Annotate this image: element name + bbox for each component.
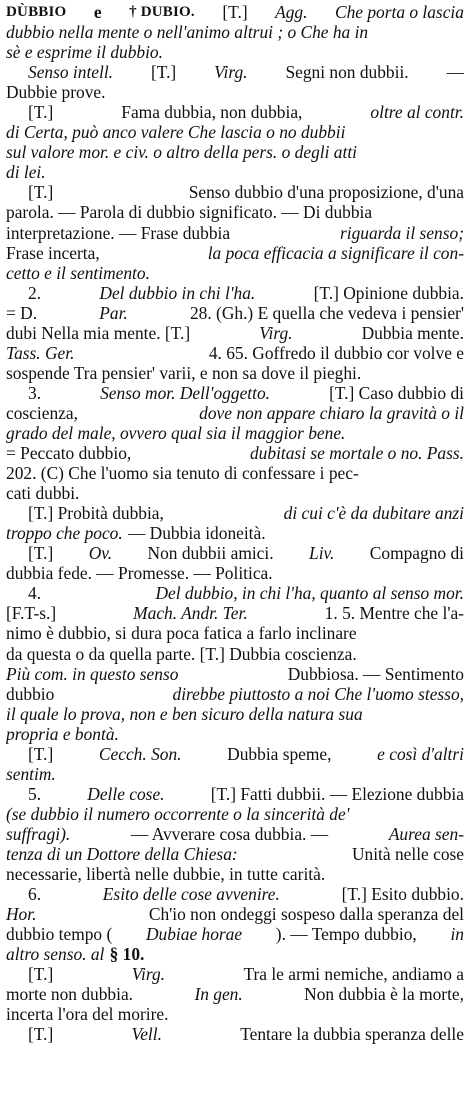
text-run: Frase incerta,: [6, 242, 100, 263]
text-run: Che porta o lascia: [334, 2, 464, 22]
text-run: Ch'io non ondeggi sospeso dalla speranza del: [148, 904, 464, 925]
text-run: [T.] Caso dubbio di: [329, 382, 464, 403]
text-line: [6, 984, 464, 1004]
text-run: [T.]: [28, 743, 54, 764]
text-run: Più com. in questo senso: [6, 663, 179, 684]
text-run: 2.: [28, 282, 42, 303]
text-run: e così d'altri: [377, 743, 464, 764]
text-line: [6, 503, 464, 523]
text-run: Del dubbio, in chi l'ha, quanto al senso mor.: [155, 583, 464, 604]
text-line: [6, 483, 464, 503]
text-line: [6, 1004, 464, 1024]
text-run: In gen.: [194, 984, 243, 1005]
text-line: [6, 82, 464, 102]
text-line: [6, 1024, 464, 1044]
text-run: [T.] Opinione dubbia.: [313, 282, 464, 303]
text-run: [T.]: [28, 1024, 54, 1045]
text-run: 5.: [28, 783, 42, 804]
text-line: [6, 223, 464, 243]
text-line: [6, 563, 464, 583]
text-run: 6.: [28, 884, 42, 905]
text-run: Liv.: [309, 543, 335, 564]
text-run: Agg.: [275, 2, 308, 22]
text-run: † DUBIO.: [129, 4, 195, 20]
text-line: [6, 283, 464, 303]
text-run: [T.] Fatti dubbii. — Elezione dubbia: [210, 783, 464, 804]
text-run: grado del male, ovvero qual sia il maggior bene.: [6, 422, 346, 443]
text-line: [6, 864, 464, 884]
text-run: 28. (Gh.) E quella che vedeva i pensier': [189, 302, 464, 323]
text-run: oltre al contr.: [370, 102, 464, 123]
text-run: dove non appare chiaro la gravità o il: [199, 402, 464, 423]
text-run: [F.T-s.]: [6, 603, 57, 624]
text-run: Dubbiosa. — Sentimento: [287, 663, 464, 684]
text-line: [6, 784, 464, 804]
text-run: troppo che poco.: [6, 523, 123, 544]
text-run: Unità nelle cose: [351, 843, 464, 864]
text-run: da questa o da quella parte. [T.] Dubbia coscienza.: [6, 643, 357, 664]
text-run: [T.]: [28, 543, 54, 564]
text-run: Virg.: [259, 322, 293, 343]
text-line: [6, 664, 464, 684]
text-line: [6, 623, 464, 643]
text-line: [6, 824, 464, 844]
text-line: [6, 122, 464, 142]
text-line: [6, 363, 464, 383]
text-run: Vell.: [131, 1024, 162, 1045]
text-line: [6, 383, 464, 403]
text-line: [6, 42, 464, 62]
text-run: la poca efficacia a significare il con-: [207, 242, 464, 263]
text-line: [6, 583, 464, 603]
text-line: [6, 162, 464, 182]
text-run: Del dubbio in chi l'ha.: [99, 282, 256, 303]
text-run: 1. 5. Mentre che l'a-: [324, 603, 464, 624]
text-line: [6, 904, 464, 924]
text-run: Tentare la dubbia speranza delle: [240, 1024, 464, 1045]
text-run: propria e bontà.: [6, 723, 119, 744]
text-line: [6, 403, 464, 423]
text-run: sè e esprime il dubbio.: [6, 42, 163, 63]
text-line: [6, 944, 464, 964]
text-run: ). — Tempo dubbio,: [275, 924, 417, 945]
text-run: —: [446, 62, 464, 83]
text-run: Non dubbia è la morte,: [304, 984, 464, 1005]
text-line: [6, 323, 464, 343]
text-line: [6, 202, 464, 222]
text-run: Dubbia mente.: [361, 322, 464, 343]
text-run: Senso intell.: [28, 62, 114, 83]
text-line: [6, 924, 464, 944]
text-line: [6, 463, 464, 483]
text-line: [6, 182, 464, 202]
text-run: Tra le armi nemiche, andiamo a: [243, 964, 464, 985]
text-run: parola. — Parola di dubbio significato. — Di dubbia: [6, 202, 373, 223]
text-run: Tass. Ger.: [6, 342, 75, 363]
text-run: [T.]: [28, 102, 54, 123]
text-run: dubbio nella mente o nell'animo altrui ; o Che ha in: [6, 22, 369, 43]
text-run: [T.] Probità dubbia,: [28, 503, 164, 524]
text-run: Compagno di: [369, 543, 464, 564]
text-run: [T.] Esito dubbio.: [341, 884, 464, 905]
text-run: necessarie, libertà nelle dubbie, in tutte carità.: [6, 864, 326, 885]
text-line: [6, 22, 464, 42]
text-line: [6, 523, 464, 543]
text-run: dubbia fede. — Promesse. — Politica.: [6, 563, 273, 584]
text-run: — Dubbia idoneità.: [127, 523, 266, 544]
text-run: Segni non dubbii.: [285, 62, 409, 83]
text-line: [6, 684, 464, 704]
text-run: Esito delle cose avvenire.: [102, 884, 280, 905]
text-line: [6, 964, 464, 984]
text-run: di cui c'è da dubitare anzi: [283, 503, 464, 524]
text-line: [6, 443, 464, 463]
text-run: nimo è dubbio, si dura poca fatica a farlo inclinare: [6, 623, 357, 644]
text-run: riguarda il senso;: [340, 222, 464, 243]
text-run: Virg.: [131, 964, 166, 985]
text-run: morte non dubbia.: [6, 984, 134, 1005]
text-run: sentim.: [6, 763, 56, 784]
text-line: [6, 804, 464, 824]
text-line: [6, 884, 464, 904]
text-run: DÙBBIO: [6, 4, 67, 20]
text-run: Mach. Andr. Ter.: [133, 603, 248, 624]
text-run: = D.: [6, 302, 38, 323]
text-line: [6, 704, 464, 724]
text-run: 4.: [28, 583, 42, 604]
text-line: [6, 102, 464, 122]
text-run: 3.: [28, 382, 42, 403]
text-run: Virg.: [214, 62, 248, 83]
text-run: suffragi).: [6, 823, 71, 844]
text-run: § 10.: [109, 944, 145, 965]
text-line: [6, 343, 464, 363]
text-run: Par.: [99, 302, 128, 323]
text-line: [6, 142, 464, 162]
text-run: — Avverare cosa dubbia. —: [130, 823, 329, 844]
text-line: [6, 303, 464, 323]
text-run: incerta l'ora del morire.: [6, 1004, 169, 1025]
text-run: tenza di un Dottore della Chiesa:: [6, 843, 238, 864]
text-line: [6, 844, 464, 864]
text-run: Cecch. Son.: [98, 743, 182, 764]
text-run: Non dubbii amici.: [147, 543, 274, 564]
text-run: [T.]: [28, 182, 54, 203]
text-run: [T.]: [222, 2, 248, 22]
text-line: [6, 543, 464, 563]
text-run: sul valore mor. e civ. o altro della pers. o degli atti: [6, 142, 357, 163]
text-line: [6, 603, 464, 623]
text-run: in: [450, 924, 464, 945]
text-run: 202. (C) Che l'uomo sia tenuto di confessare i pec-: [6, 463, 359, 484]
text-line: [6, 2, 464, 22]
text-line: [6, 423, 464, 443]
text-line: [6, 744, 464, 764]
text-run: [T.]: [150, 62, 177, 83]
text-run: dubbio: [6, 683, 55, 704]
text-run: cati dubbi.: [6, 483, 80, 504]
text-run: Ov.: [88, 543, 113, 564]
text-line: [6, 724, 464, 744]
text-run: direbbe piuttosto a noi Che l'uomo stesso,: [172, 683, 464, 704]
text-run: Dubbia speme,: [227, 743, 332, 764]
text-line: [6, 263, 464, 283]
text-run: dubbio tempo (: [6, 924, 113, 945]
text-run: altro senso. al: [6, 944, 105, 965]
text-run: Dubiae horae: [145, 924, 243, 945]
text-line: [6, 644, 464, 664]
text-run: (se dubbio il numero occorrente o la sincerità de': [6, 803, 350, 824]
text-run: il quale lo prova, non e ben sicuro della natura sua: [6, 703, 363, 724]
text-line: [6, 243, 464, 263]
text-run: Delle cose.: [87, 783, 165, 804]
text-run: 4. 65. Goffredo il dubbio cor volve e: [208, 342, 464, 363]
text-run: cetto e il sentimento.: [6, 262, 150, 283]
text-run: Senso mor. Dell'oggetto.: [100, 382, 270, 403]
text-run: [T.]: [28, 964, 54, 985]
text-run: coscienza,: [6, 402, 78, 423]
text-run: Dubbie prove.: [6, 82, 106, 103]
text-run: sospende Tra pensier' varii, e non sa dove il pieghi.: [6, 362, 362, 383]
text-run: Aurea sen-: [388, 823, 464, 844]
text-run: interpretazione. — Frase dubbia: [6, 222, 231, 243]
text-run: = Peccato dubbio,: [6, 443, 132, 464]
text-run: dubitasi se mortale o no. Pass.: [249, 443, 464, 464]
text-run: Fama dubbia, non dubbia,: [121, 102, 303, 123]
text-line: [6, 62, 464, 82]
text-run: di lei.: [6, 162, 46, 183]
text-run: di Certa, può anco valere Che lascia o no dubbii: [6, 122, 346, 143]
text-run: dubi Nella mia mente. [T.]: [6, 322, 191, 343]
text-line: [6, 764, 464, 784]
text-run: Hor.: [6, 904, 37, 925]
text-run: Senso dubbio d'una proposizione, d'una: [188, 182, 464, 203]
text-run: e: [93, 2, 102, 22]
